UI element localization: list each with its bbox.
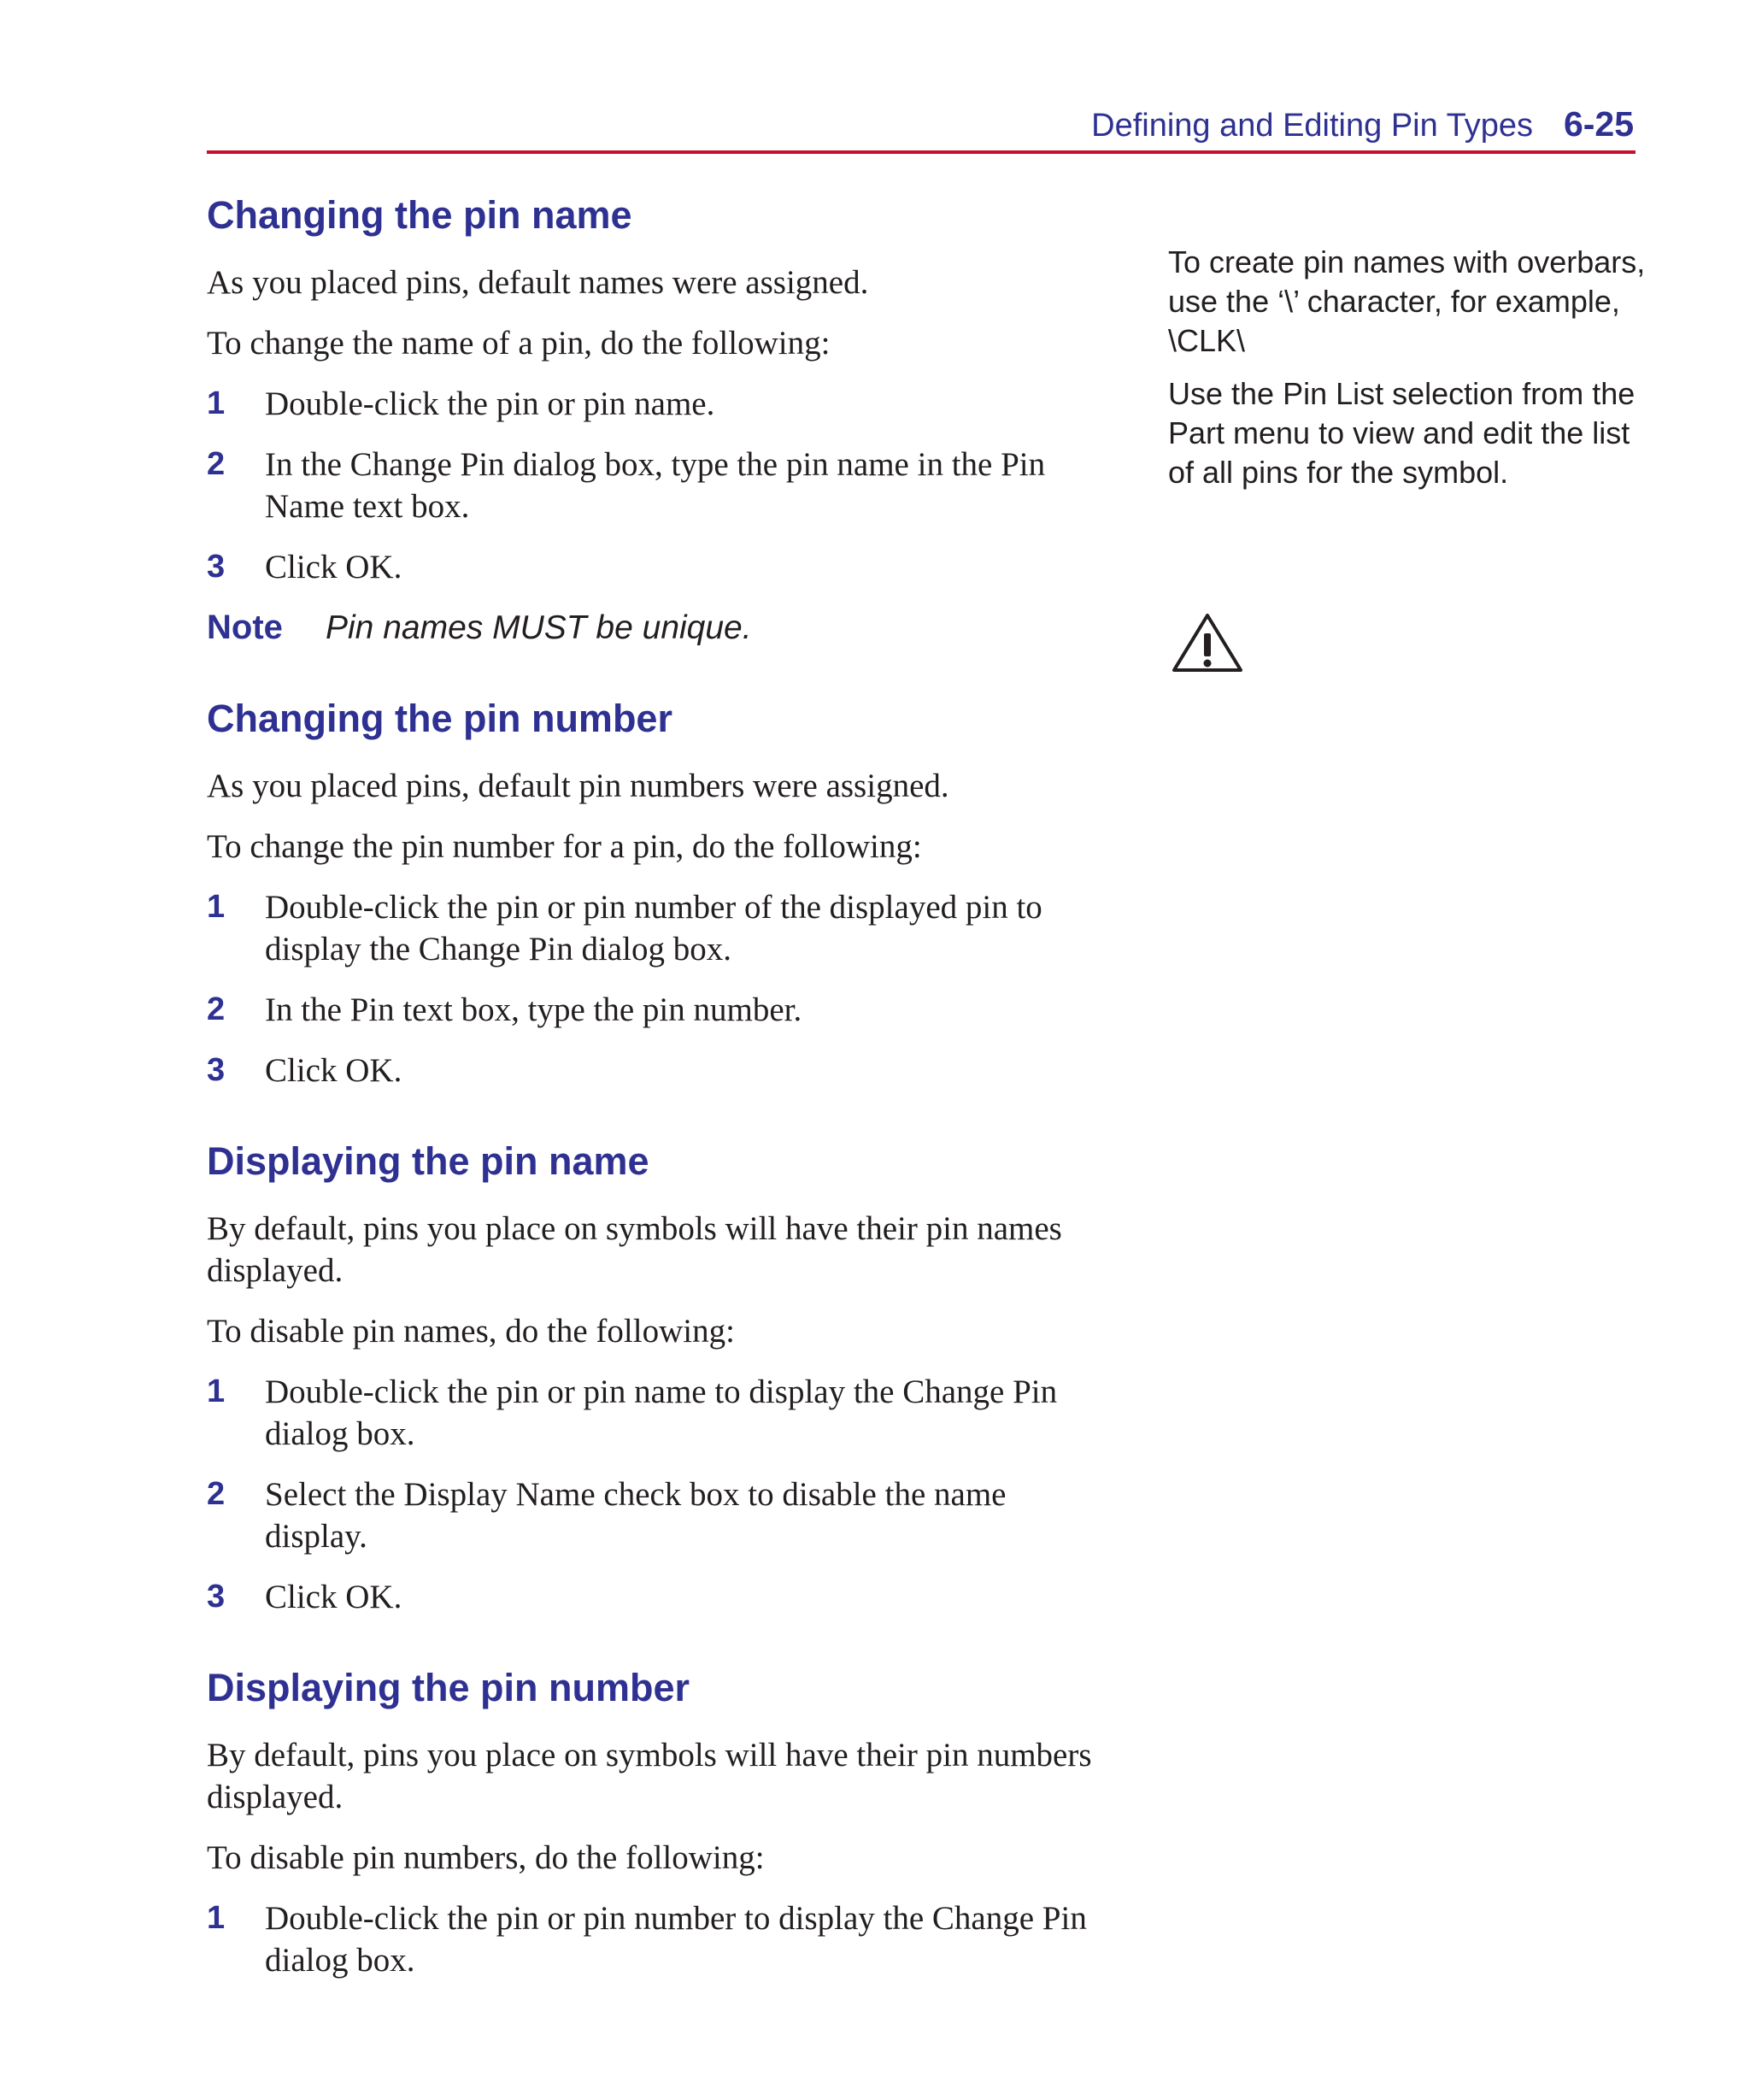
main-column <box>207 190 1113 2026</box>
step-item <box>207 886 1113 970</box>
step-number: 1 <box>207 385 226 421</box>
step-number: 1 <box>207 889 226 925</box>
step-text: Double-click the pin or pin name. <box>265 385 715 422</box>
paragraph: As you placed pins, default pin numbers were assigned. <box>207 768 949 804</box>
paragraph: As you placed pins, default names were assigned. <box>207 264 869 301</box>
section-displaying-pin-number <box>207 1662 1113 1981</box>
step-item <box>207 444 1113 527</box>
step-text: Click OK. <box>265 1052 402 1089</box>
note-label: Note <box>207 609 283 646</box>
step-number: 2 <box>207 1476 226 1512</box>
step-text: Double-click the pin or pin number of the displayed pin to display the Change Pin dialog box. <box>265 889 1042 968</box>
step-number: 3 <box>207 1579 226 1615</box>
section-changing-pin-number <box>207 693 1113 1091</box>
section-heading: Changing the pin number <box>207 697 672 740</box>
step-item <box>207 1897 1113 1981</box>
margin-notes <box>1168 243 1647 506</box>
section-heading: Displaying the pin name <box>207 1139 649 1183</box>
step-number: 2 <box>207 991 226 1027</box>
step-text: Click OK. <box>265 1579 402 1615</box>
step-number: 2 <box>207 446 226 482</box>
step-text: Select the Display Name check box to disable the name display. <box>265 1476 1007 1555</box>
step-number: 1 <box>207 1900 226 1936</box>
note-text: Pin names MUST be unique. <box>326 609 752 646</box>
step-text: In the Change Pin dialog box, type the pin name in the Pin Name text box. <box>265 446 1046 525</box>
step-item <box>207 1576 1113 1618</box>
step-item <box>207 1474 1113 1557</box>
margin-note-overbars: To create pin names with overbars, use the ‘\’ character, for example, \CLK\ <box>1168 244 1646 358</box>
section-changing-pin-name <box>207 190 1113 649</box>
page-header <box>207 103 1635 154</box>
step-text: In the Pin text box, type the pin number. <box>265 991 802 1028</box>
paragraph: To change the pin number for a pin, do the following: <box>207 828 922 865</box>
step-item <box>207 1371 1113 1455</box>
step-text: Double-click the pin or pin number to display the Change Pin dialog box. <box>265 1900 1087 1979</box>
section-displaying-pin-name <box>207 1136 1113 1618</box>
paragraph: To disable pin numbers, do the following: <box>207 1839 765 1876</box>
warning-triangle-icon <box>1171 612 1244 674</box>
section-heading: Displaying the pin number <box>207 1666 690 1709</box>
paragraph: To disable pin names, do the following: <box>207 1313 735 1350</box>
step-item <box>207 383 1113 425</box>
step-number: 3 <box>207 549 226 585</box>
paragraph: By default, pins you place on symbols will have their pin numbers displayed. <box>207 1737 1092 1815</box>
step-number: 1 <box>207 1374 226 1409</box>
paragraph: By default, pins you place on symbols will have their pin names displayed. <box>207 1210 1062 1289</box>
step-text: Double-click the pin or pin name to display the Change Pin dialog box. <box>265 1374 1058 1452</box>
margin-note-pin-list: Use the Pin List selection from the Part menu to view and edit the list of all pins for the symbol. <box>1168 376 1635 490</box>
step-text: Click OK. <box>265 549 402 585</box>
running-title: Defining and Editing Pin Types <box>1091 108 1533 144</box>
page-number: 6-25 <box>1563 104 1634 144</box>
step-item <box>207 1050 1113 1091</box>
step-item <box>207 546 1113 588</box>
step-item <box>207 989 1113 1031</box>
step-number: 3 <box>207 1052 226 1088</box>
note <box>207 607 1113 649</box>
paragraph: To change the name of a pin, do the following: <box>207 325 831 362</box>
section-heading: Changing the pin name <box>207 193 632 237</box>
